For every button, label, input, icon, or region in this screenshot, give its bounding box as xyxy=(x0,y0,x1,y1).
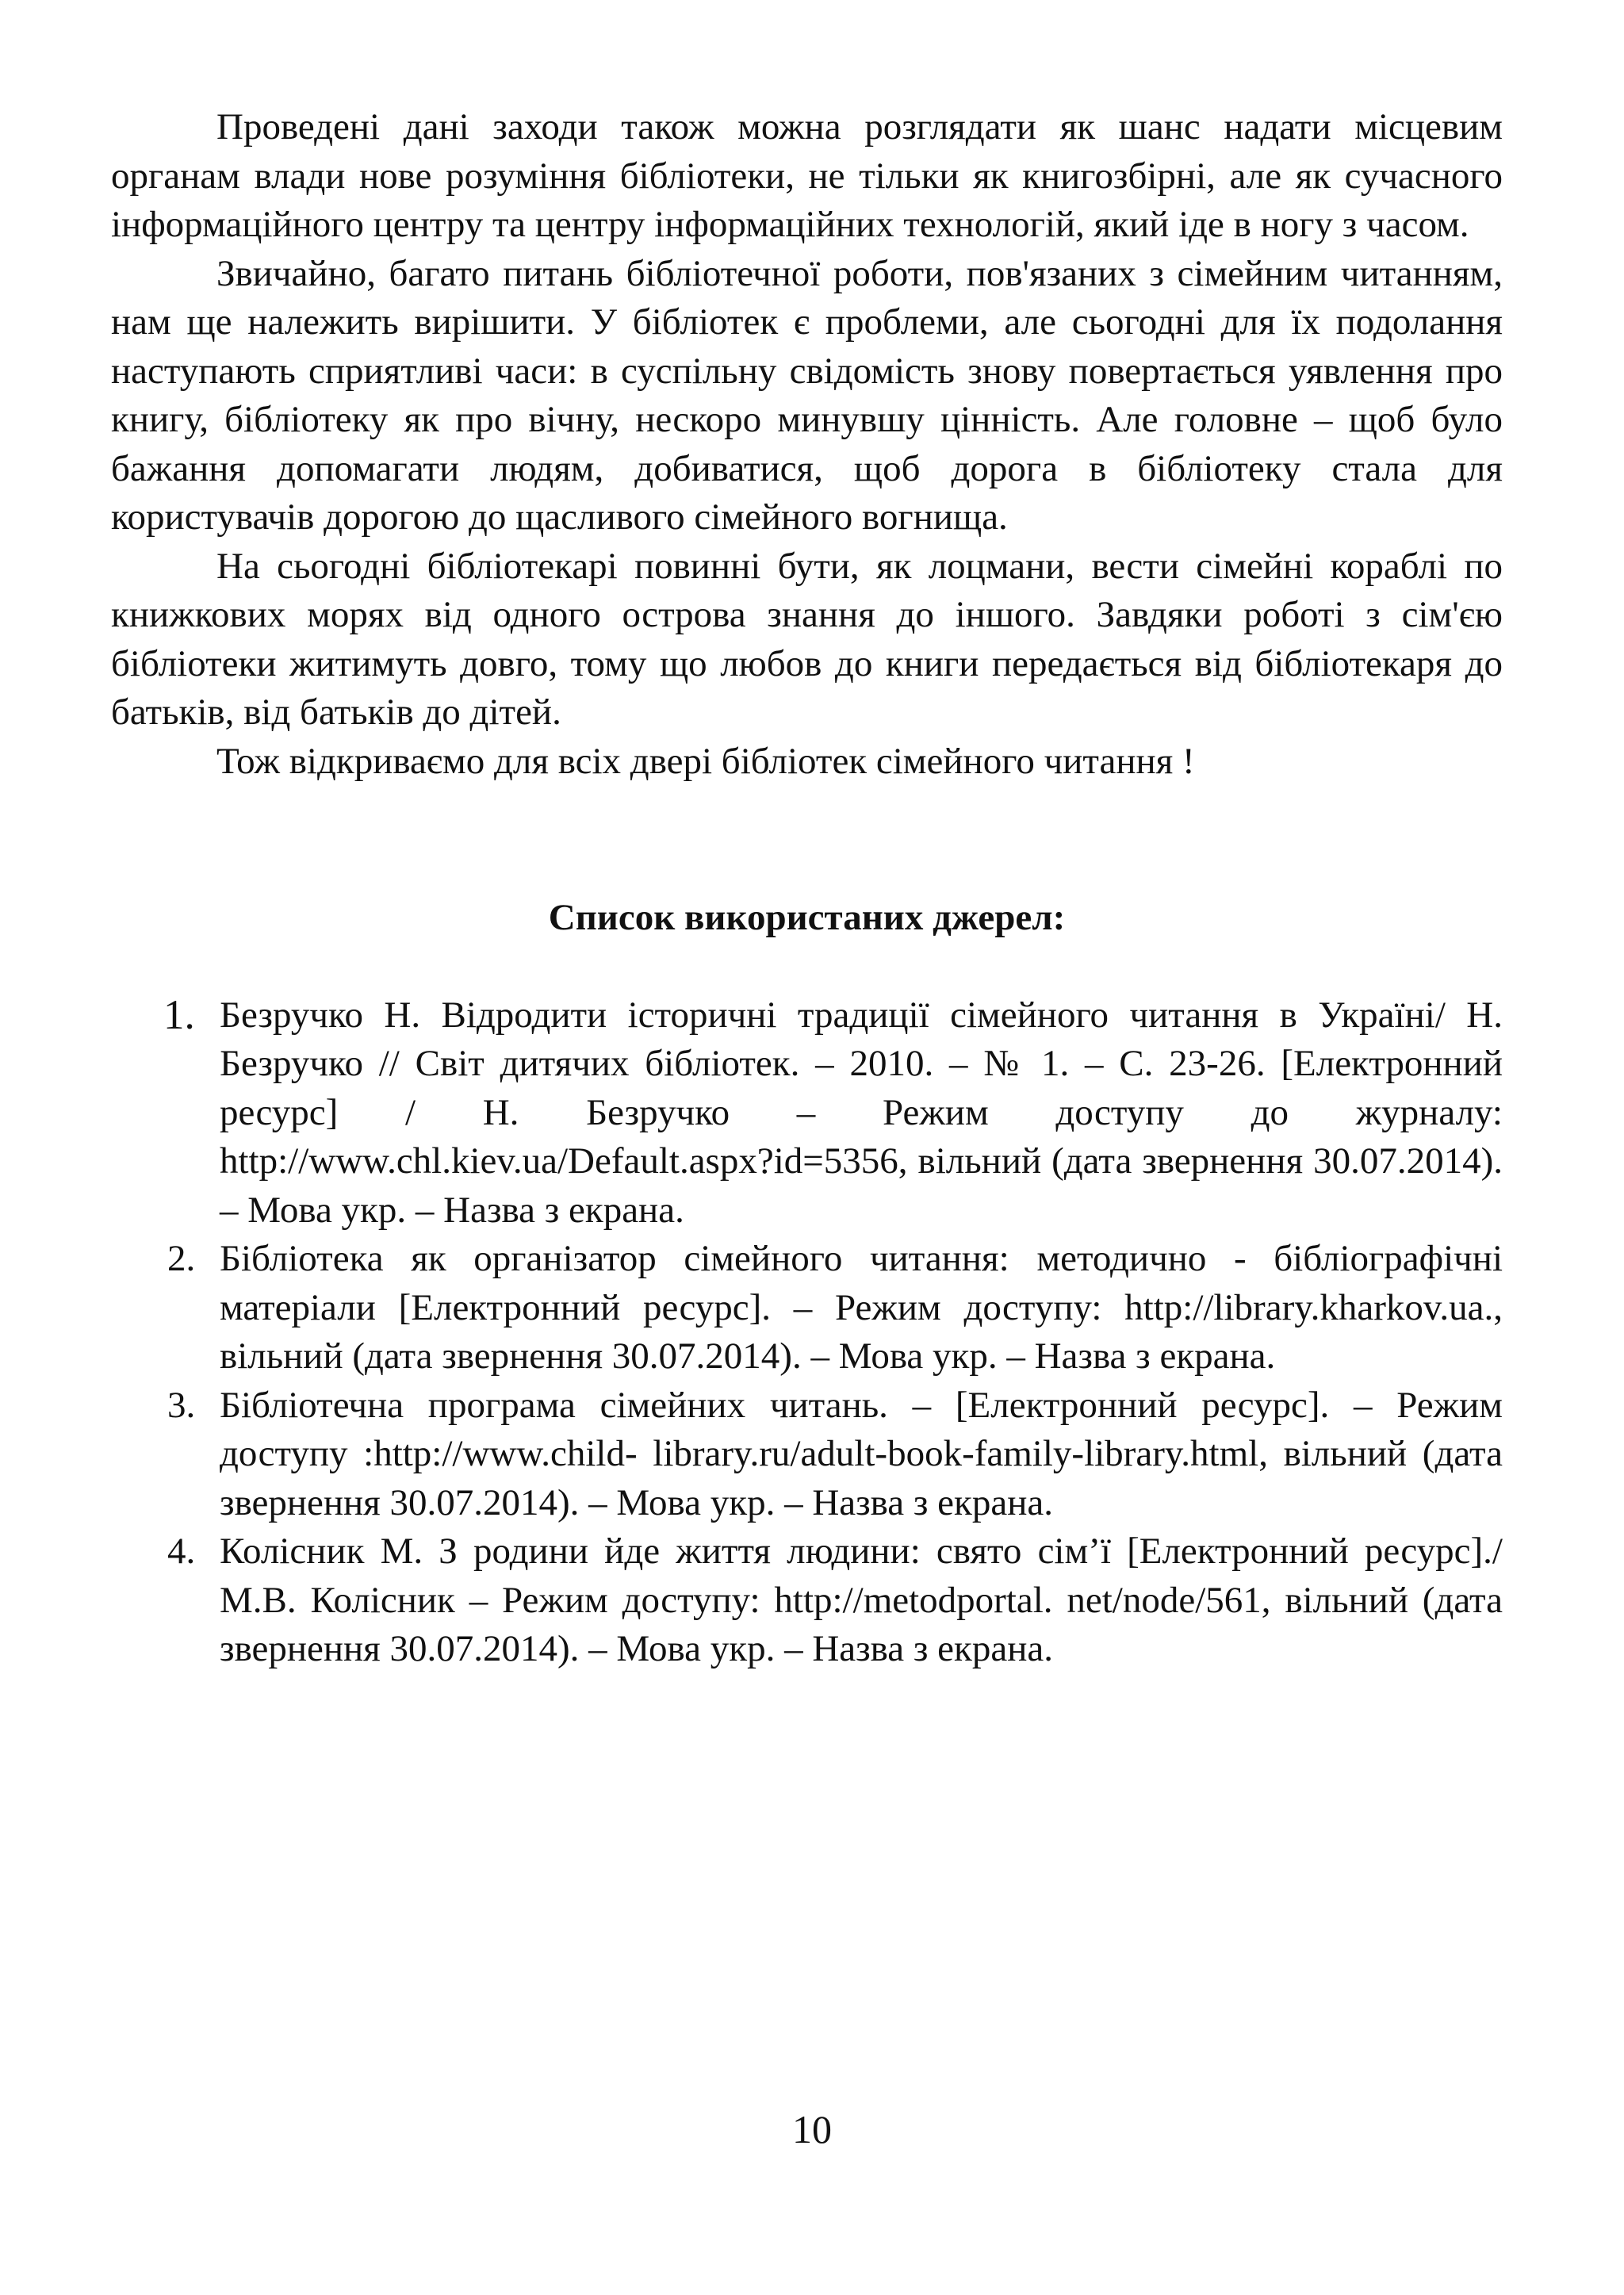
page-number: 10 xyxy=(792,2107,832,2151)
body-paragraph: На сьогодні бібліотекарі повинні бути, як лоцмани, вести сімейні кораблі по книжкових морях від одного острова знання до іншого. Завдяки роботі з сім'єю бібліотеки житимуть довго, тому що любов до книги передається від бібліотекаря до батьків, від батьків до дітей. xyxy=(111,545,1503,733)
reference-number: 2. xyxy=(167,1238,196,1279)
reference-number: 3. xyxy=(167,1384,196,1426)
reference-item xyxy=(111,1381,1503,1528)
body-paragraph: Звичайно, багато питань бібліотечної роботи, пов'язаних з сімейним читанням, нам ще належить вирішити. У бібліотек є проблеми, але сьогодні для їх подолання наступають сприятливі часи: в суспільну свідомість знову повертається уявлення про книгу, бібліотеку як про вічну, нескоро минувшу цінність. Але головне – щоб було бажання допомагати людям, добиватися, щоб дорога в бібліотеку стала для користувачів дорогою до щасливого сімейного вогнища. xyxy=(111,252,1503,538)
reference-item xyxy=(111,991,1503,1236)
document-page xyxy=(111,103,1503,1674)
reference-item xyxy=(111,1527,1503,1674)
reference-text: Бібліотечна програма сімейних читань. – [Електронний ресурс]. – Режим доступу :http://www.child- library.ru/adult-book-family-library.html, вільний (дата звернення 30.07.2014). – Мова укр. – Назва з екрана. xyxy=(220,1384,1503,1523)
reference-text: Безручко Н. Відродити історичні традиції сімейного читання в Україні/ Н. Безручко // Світ дитячих бібліотек. – 2010. – № 1. – С. 23-26. [Електронний ресурс] / Н. Безручко – Режим доступу до журналу: http://www.chl.kiev.ua/Default.aspx?id=5356, вільний (дата звернення 30.07.2014). – Мова укр. – Назва з екрана. xyxy=(220,994,1503,1231)
references-list xyxy=(111,991,1503,1674)
reference-text: Бібліотека як організатор сімейного читання: методично - бібліографічні матеріали [Електронний ресурс]. – Режим доступу: http://library.kharkov.ua., вільний (дата звернення 30.07.2014). – Мова укр. – Назва з екрана. xyxy=(220,1238,1503,1377)
reference-text: Колісник М. З родини йде життя людини: свято сім’ї [Електронний ресурс]./ М.В. Колісник – Режим доступу: http://metodportal. net/node/561, вільний (дата звернення 30.07.2014). – Мова укр. – Назва з екрана. xyxy=(220,1531,1503,1669)
reference-number: 1. xyxy=(163,991,195,1038)
references-heading: Список використаних джерел: xyxy=(548,897,1066,938)
reference-item xyxy=(111,1235,1503,1381)
reference-number: 4. xyxy=(167,1531,196,1572)
closing-paragraph: Тож відкриваємо для всіх двері бібліотек сімейного читання ! xyxy=(216,740,1195,782)
body-paragraph: Проведені дані заходи також можна розглядати як шанс надати місцевим органам влади нове розуміння бібліотеки, не тільки як книгозбірні, але як сучасного інформаційного центру та центру інформаційних технологій, який іде в ногу з часом. xyxy=(111,106,1503,245)
